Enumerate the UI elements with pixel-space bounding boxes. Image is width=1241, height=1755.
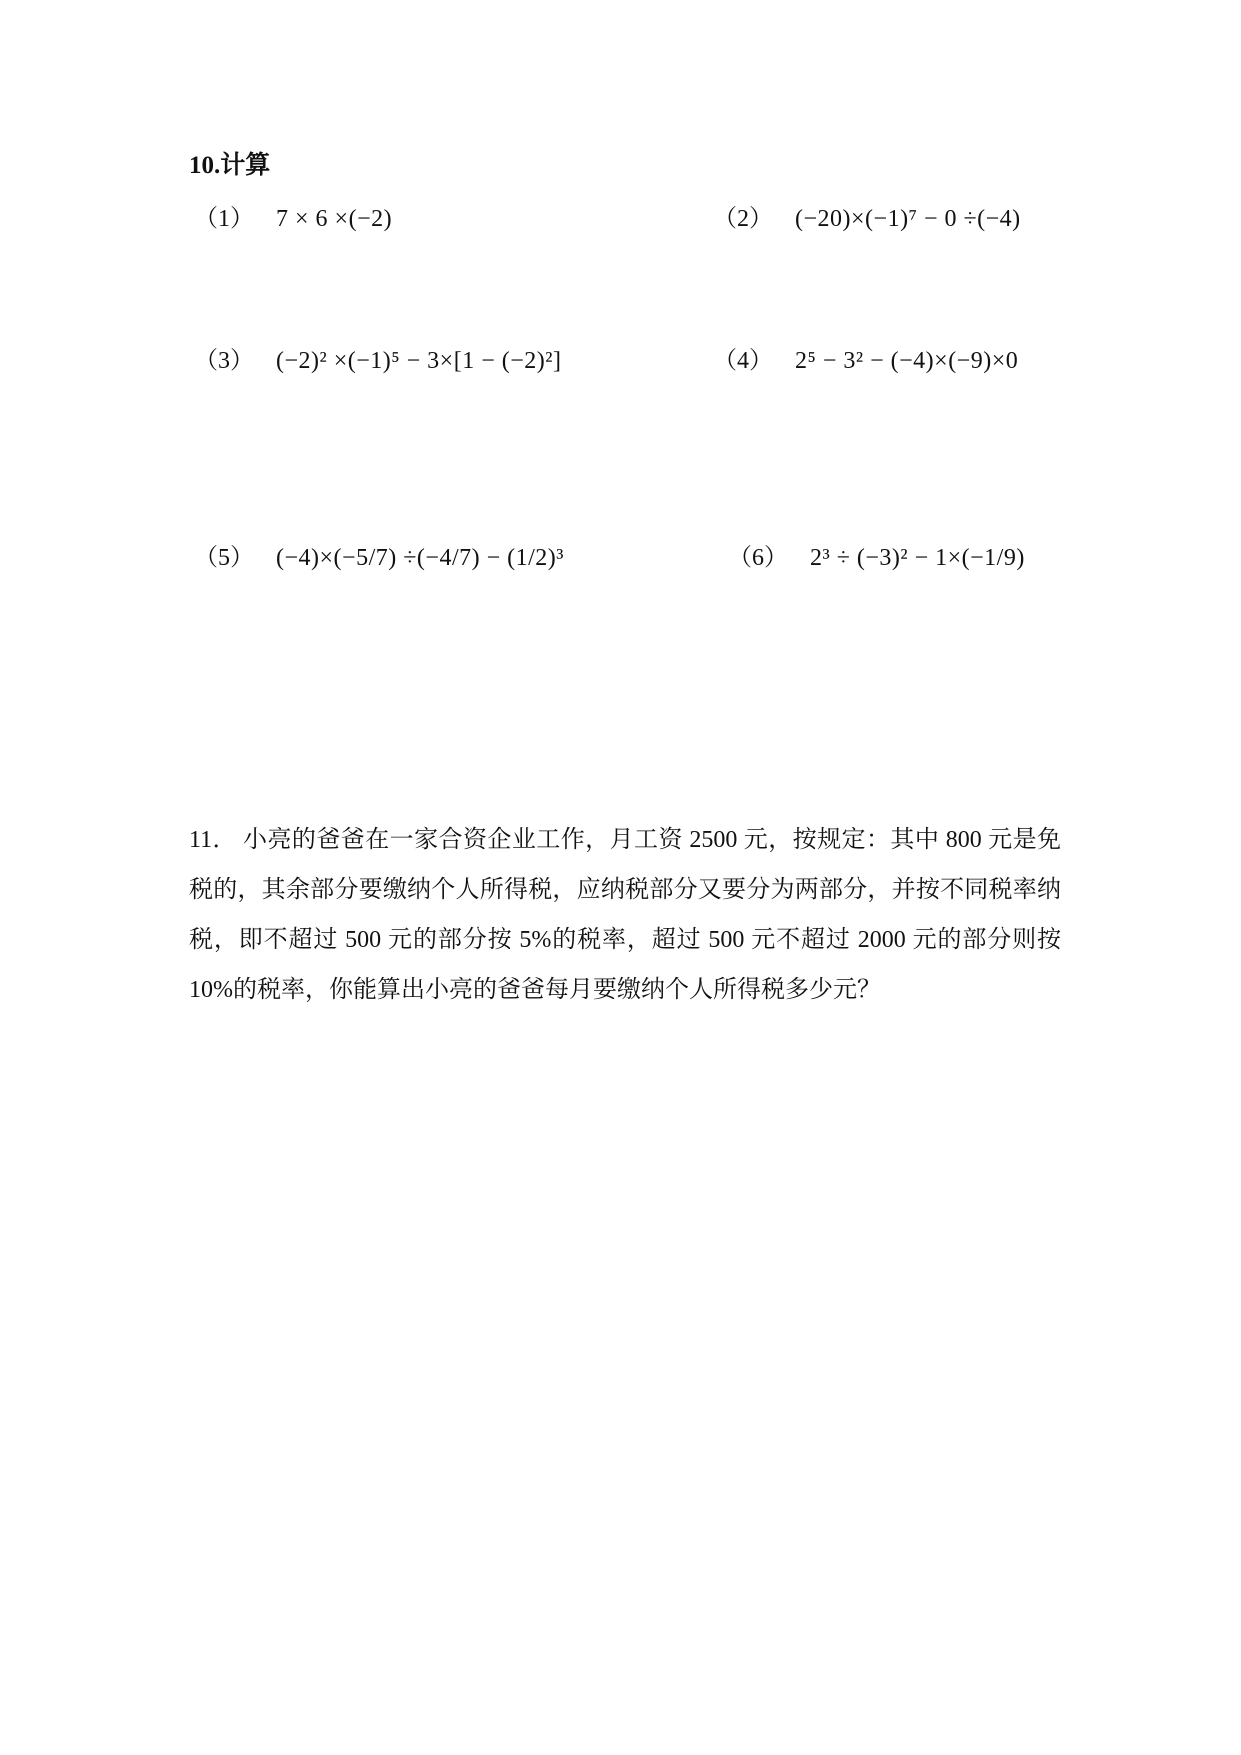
- word-problem-number: 11．: [189, 827, 237, 853]
- problem-5: [194, 541, 564, 575]
- section-title: 10.计算: [189, 152, 271, 179]
- problem-4-number: （4）: [713, 348, 773, 374]
- problem-6: [728, 541, 1025, 575]
- problem-2-number: （2）: [713, 206, 773, 232]
- problem-3: [194, 344, 561, 378]
- problem-5-expression: (−4)×(−5/7) ÷(−4/7) − (1/2)³: [276, 545, 564, 571]
- problem-3-number: （3）: [194, 348, 254, 374]
- problem-1-expression: 7 × 6 ×(−2): [276, 206, 393, 232]
- word-problem-11: [189, 815, 1061, 1015]
- problem-4-expression: 2⁵ − 3² − (−4)×(−9)×0: [795, 348, 1019, 374]
- problem-5-number: （5）: [194, 545, 254, 571]
- problem-4: [713, 344, 1018, 378]
- word-problem-text: 小亮的爸爸在一家合资企业工作，月工资 2500 元，按规定：其中 800 元是免税的，其余部分要缴纳个人所得税，应纳税部分又要分为两部分，并按不同税率纳税，即不超过 500 元的部分按 5%的税率，超过 500 元不超过 2000 元的部分则按 10%的税率，你能算出小亮的爸爸每月要缴纳个人所得税多少元？: [189, 827, 1062, 1003]
- problem-6-number: （6）: [728, 545, 788, 571]
- problem-3-expression: (−2)² ×(−1)⁵ − 3×[1 − (−2)²]: [276, 348, 562, 374]
- problem-2-expression: (−20)×(−1)⁷ − 0 ÷(−4): [795, 206, 1021, 232]
- problem-1: [194, 202, 392, 236]
- problem-1-number: （1）: [194, 206, 254, 232]
- problem-2: [713, 202, 1021, 236]
- problem-6-expression: 2³ ÷ (−3)² − 1×(−1/9): [810, 545, 1025, 571]
